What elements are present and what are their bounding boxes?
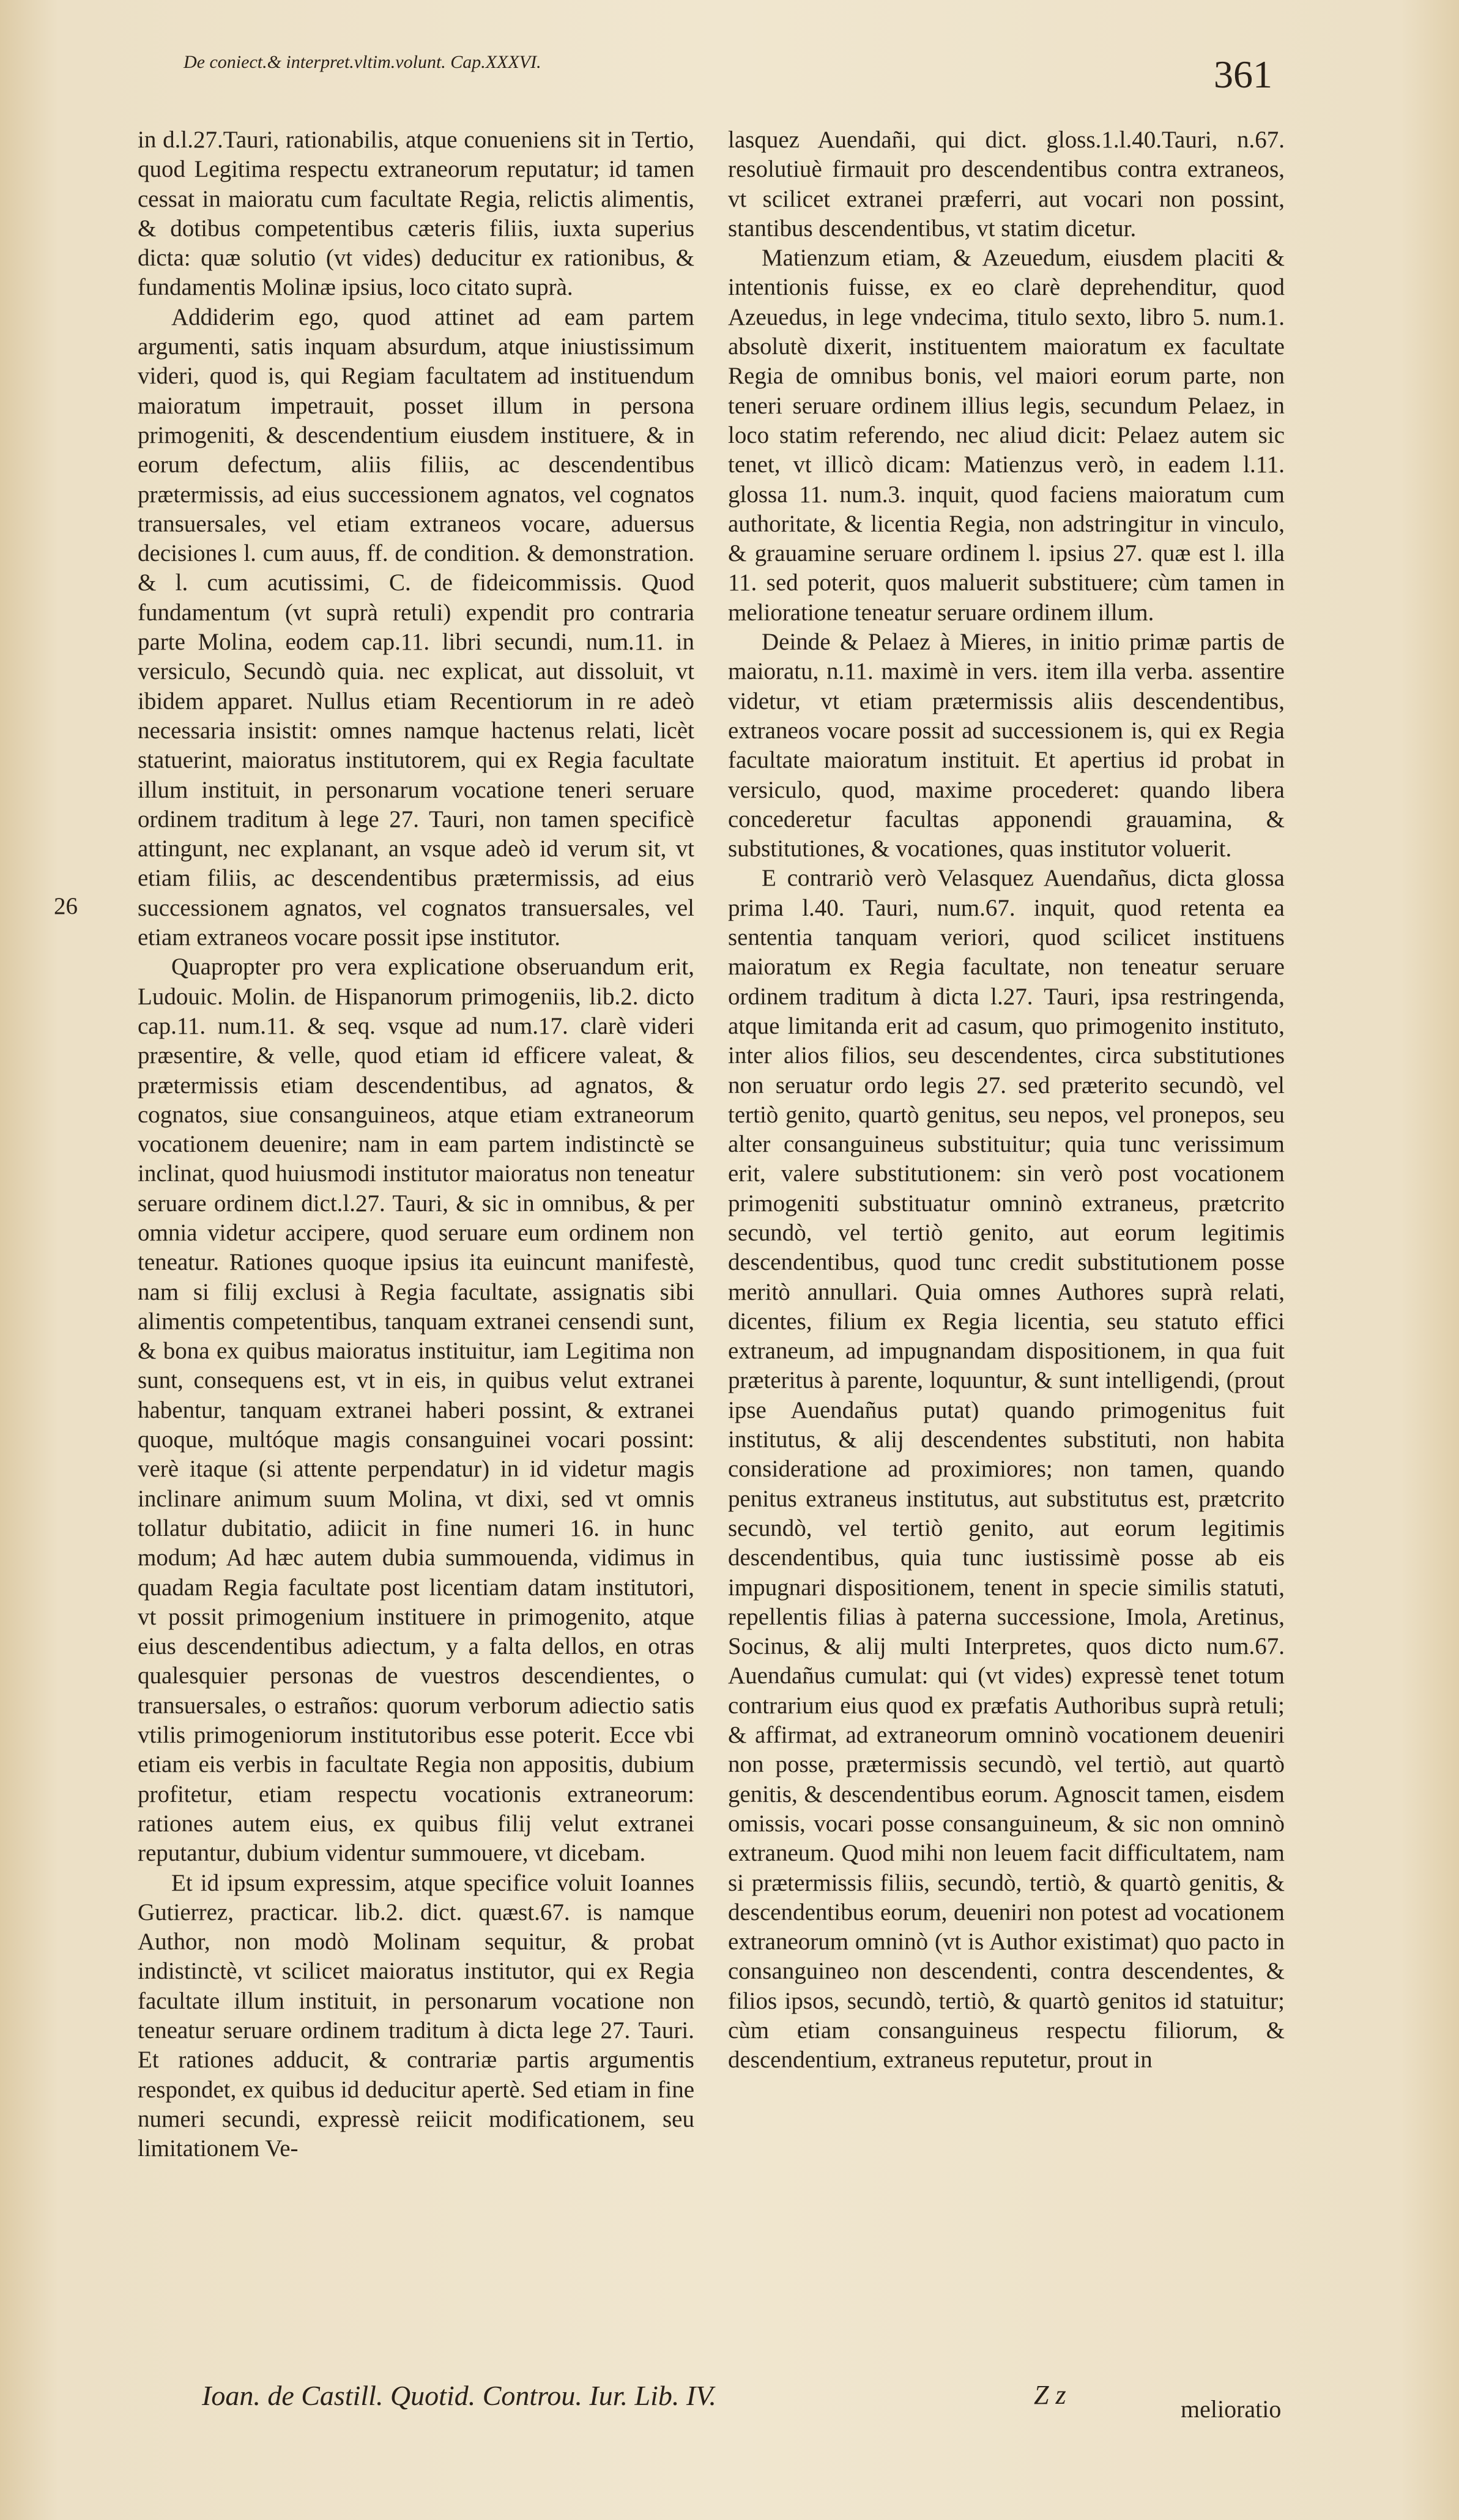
paragraph: Et id ipsum expressim, atque specifice voluit Ioannes Gutierrez, practicar. lib.2. dict. quæst.67. is namque Author, non modò Molinam sequitur, & probat indistinctè, vt scilicet maioratus institutor, qui ex Regia facultate illum instituit, in personarum vocatione non teneatur seruare ordinem traditum à dicta lege 27. Tauri. Et rationes adducit, & contrariæ partis argumentis respondet, ex quibus id deducitur apertè. Sed etiam in fine numeri secundi, expressè reiicit modificationem, seu limitationem Ve- [138, 1869, 694, 2162]
right-column [728, 125, 1285, 2075]
page-number: 361 [1214, 53, 1272, 96]
marginal-note-number: 26 [54, 893, 78, 919]
paragraph: Deinde & Pelaez à Mieres, in initio primæ partis de maioratu, n.11. maximè in vers. item illa verba. assentire videtur, vt etiam prætermissis aliis descendentibus, extraneos vocare possit ad successionem is, qui ex Regia facultate maioratum instituit. Et apertius id probat in versiculo, quod, maxime procederet: quando libera concederetur facultas apponendi grauamina, & substitutiones, & vocationes, quas institutor voluerit. [728, 629, 1285, 862]
running-title: De coniect.& interpret.vltim.volunt. Cap.XXXVI. [184, 52, 541, 72]
paragraph: in d.l.27.Tauri, rationabilis, atque conueniens sit in Tertio, quod Legitima respectu extraneorum reputatur; id tamen cessat in maioratu cum facultate Regia, relictis alimentis, & dotibus competentibus cæteris filiis, iuxta superius dicta: quæ solutio (vt vides) deducitur ex rationibus, & fundamentis Molinæ ipsius, loco citato suprà. [138, 127, 694, 301]
page-footer [0, 2379, 1459, 2453]
left-column [138, 125, 694, 2163]
paragraph: Addiderim ego, quod attinet ad eam partem argumenti, satis inquam absurdum, atque iniustissimum videri, quod is, qui Regiam facultatem ad instituendum maioratum impetrauit, posset illum in persona primogeniti, & descendentium eiusdem instituere, & in eorum defectum, aliis filiis, ac descendentibus prætermissis, ad eius successionem agnatos, vel cognatos transuersales, vel etiam extraneos vocare, aduersus decisiones l. cum auus, ff. de condition. & demonstration. & l. cum acutissimi, C. de fideicommissis. Quod fundamentum (vt suprà retuli) expendit pro contraria parte Molina, eodem cap.11. libri secundi, num.11. in versiculo, Secundò quia. nec explicat, aut dissoluit, vt ibidem apparet. Nullus etiam Recentiorum in re adeò necessaria insistit: omnes namque hactenus relati, licèt statuerint, maioratus institutorem, qui ex Regia facultate illum instituit, in personarum vocatione teneri seruare ordinem traditum à lege 27. Tauri, non tamen specificè attingunt, nec explanant, an vsque adeò id verum sit, vt etiam filiis, ac descendentibus prætermissis, ad eius successionem agnatos, vel cognatos transuersales, vel etiam extraneos vocare possit ipse institutor. [138, 303, 694, 951]
paragraph: Quapropter pro vera explicatione obseruandum erit, Ludouic. Molin. de Hispanorum primogeniis, lib.2. dicto cap.11. num.11. & seq. vsque ad num.17. clarè videri præsentire, & velle, quod etiam id efficere valeat, & prætermissis etiam descendentibus, ad agnatos, & cognatos, siue consanguineos, atque etiam extraneorum vocationem deuenire; nam in eam partem indistinctè se inclinat, quod huiusmodi institutor maioratus non teneatur seruare ordinem dict.l.27. Tauri, & sic in omnibus, & per omnia videtur accipere, quod seruare eum ordinem non teneatur. Rationes quoque ipsius ita euincunt manifestè, nam si filij exclusi à Regia facultate, assignatis sibi alimentis competentibus, tanquam extranei censendi sunt, & bona ex quibus maioratus instituitur, iam Legitima non sunt, consequens est, vt in eis, in quibus velut extranei habentur, tanquam extranei haberi possint, & extranei quoque, multóque magis consanguinei vocari possint: verè itaque (si attente perpendatur) in id videtur magis inclinare animum suum Molina, vt dixi, sed vt omnis tollatur dubitatio, adiicit in fine numeri 16. in hunc modum; Ad hæc autem dubia summouenda, vidimus in quadam Regia facultate post licentiam datam institutori, vt possit primogenium instituere in primogenito, atque eius descendentibus adiectum, y a falta dellos, en otras qualesquier personas de vuestros descendientes, o transuersales, o estraños: quorum verborum adiectio satis vtilis primogeniorum institutoribus esse poterit. Ecce vbi etiam eis verbis in facultate Regia non appositis, dubium profitetur, etiam respectu vocationis extraneorum: rationes autem eius, ex quibus filij velut extranei reputantur, dubium videntur summouere, vt dicebam. [138, 954, 694, 1867]
paragraph: E contrariò verò Velasquez Auendañus, dicta glossa prima l.40. Tauri, num.67. inquit, quod retenta ea sententia tanquam veriori, quod scilicet instituens maioratum ex Regia facultate, non teneatur seruare ordinem traditum à dicta l.27. Tauri, ipsa restringenda, atque limitanda erit ad casum, quo primogenito instituto, inter alios filios, seu descendentes, circa substitutiones non seruatur ordo legis 27. sed præterito secundò, vel tertiò genito, quartò genitus, seu nepos, vel pronepos, seu alter consanguineus substituitur; quia tunc verissimum erit, valere substitutionem: sin verò post vocationem primogeniti substituatur omninò extraneus, prætcrito secundò, vel tertiò genito, aut eorum legitimis descendentibus, quod tunc credit substitutionem posse meritò annullari. Quia omnes Authores suprà relati, dicentes, filium ex Regia licentia, seu statuto effici extraneum, ad impugnandam dispositionem, in qua fuit præteritus à parente, loquuntur, & sunt intelligendi, (prout ipse Auendañus putat) quando primogenitus fuit institutus, & alij descendentes substituti, non habita consideratione ad proximiores; non tamen, quando penitus extraneus institutus, aut substitutus est, prætcrito secundò, vel tertiò genito, aut eorum legitimis descendentibus, quia tunc iustissimè posse ab eis impugnari dispositionem, tenent in specie similis statuti, repellentis filias à paterna successione, Imola, Aretinus, Socinus, & alij multi Interpretes, quos dicto num.67. Auendañus cumulat: qui (vt vides) expressè tenet totum contrarium eius quod ex præfatis Authoribus suprà retuli; & affirmat, ad extraneorum omninò vocationem deueniri non posse, prætermissis secundò, vel tertiò, aut quartò genitis, & descendentibus eorum. Agnoscit tamen, eisdem omissis, vocari posse consanguineum, & sic non omninò extraneum. Quod mihi non leuem facit difficultatem, nam si prætermissis filiis, secundò, tertiò, & quartò genitis, & descendentibus eorum, deueniri non potest ad vocationem extraneorum omninò (vt is Author existimat) quo pacto in consanguineo non descendenti, contra descendentes, & filios ipsos, secundò, tertiò, & quartò genitos id statuitur; cùm etiam consanguineus respectu filiorum, & descendentium, extraneus reputetur, prout in [728, 865, 1285, 2073]
page-header [184, 52, 1272, 119]
paragraph: Matienzum etiam, & Azeuedum, eiusdem placiti & intentionis fuisse, ex eo clarè deprehenditur, quod Azeuedus, in lege vndecima, titulo sexto, libro 5. num.1. absolutè dixerit, instituentem maioratum ex facultate Regia de omnibus bonis, vel maiori eorum parte, non teneri seruare ordinem illius legis, secundum Pelaez, in loco statim referendo, nec aliud dicit: Pelaez autem sic tenet, vt illicò dicam: Matienzus verò, in eadem l.11. glossa 11. num.3. inquit, quod faciens maioratum cum authoritate, & licentia Regia, non adstringitur in vinculo, & grauamine seruare ordinem l. ipsius 27. quæ est l. illa 11. sed poterit, quos maluerit substituere; cùm tamen in melioratione teneatur seruare ordinem illum. [728, 245, 1285, 626]
paragraph: lasquez Auendañi, qui dict. gloss.1.l.40.Tauri, n.67. resolutiuè firmauit pro descendentibus contra extraneos, vt scilicet extranei præferri, aut vocari non possint, stantibus descendentibus, vt statim dicetur. [728, 127, 1285, 242]
book-signature-line: Ioan. de Castill. Quotid. Controu. Iur. Lib. IV. [202, 2380, 716, 2411]
gathering-signature-mark: Z z [1034, 2380, 1066, 2410]
catchword: melioratio [1181, 2395, 1282, 2423]
